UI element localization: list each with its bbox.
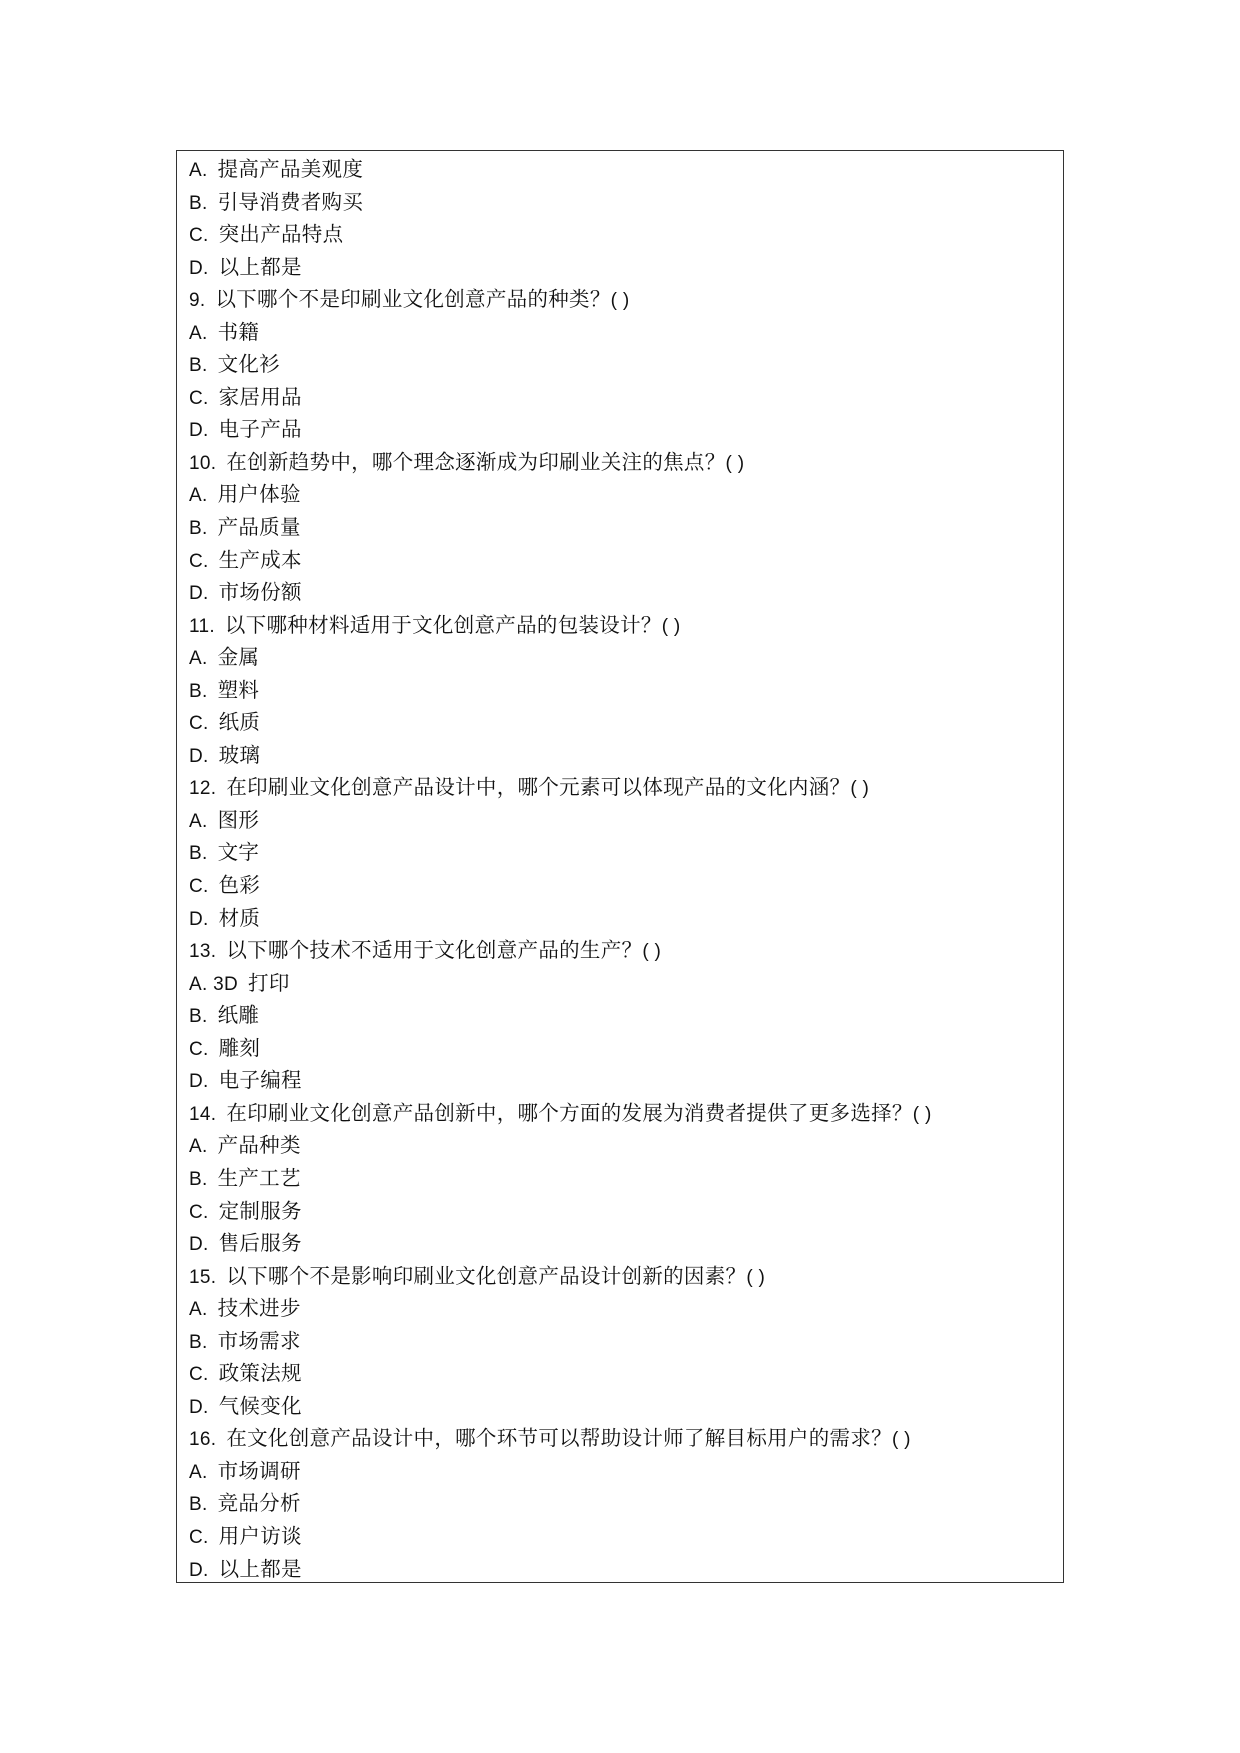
option-line	[189, 1390, 1053, 1423]
option-line	[189, 1357, 1053, 1390]
option-text: 产品质量	[217, 515, 301, 540]
option-line	[189, 381, 1053, 414]
option-text: 玻璃	[218, 742, 261, 767]
option-text: 金属	[217, 645, 260, 670]
option-text: 文字	[217, 840, 260, 865]
option-line	[189, 804, 1053, 837]
answer-blank: ( )	[746, 1266, 766, 1288]
option-text: 打印	[248, 970, 290, 995]
option-label: A.	[189, 648, 208, 670]
option-label: D.	[189, 257, 209, 279]
question-number: 11.	[189, 615, 215, 637]
option-line	[189, 576, 1053, 609]
option-line	[189, 1032, 1053, 1065]
option-text: 纸质	[218, 710, 261, 735]
option-label: C.	[189, 1364, 209, 1386]
option-line	[189, 674, 1053, 707]
option-label: A.	[189, 322, 208, 344]
option-line	[189, 544, 1053, 577]
question-number: 9.	[189, 290, 206, 312]
option-line	[189, 902, 1053, 935]
option-line	[189, 413, 1053, 446]
option-text: 用户访谈	[218, 1523, 302, 1548]
question-text: 以下哪个技术不适用于文化创意产品的生产？	[226, 938, 643, 963]
option-label: B.	[189, 1494, 208, 1516]
option-text: 家居用品	[218, 384, 302, 409]
option-text: 生产成本	[218, 547, 302, 572]
option-line	[189, 1455, 1053, 1488]
option-label: B.	[189, 843, 208, 865]
question-line	[189, 1422, 1053, 1455]
option-line	[189, 511, 1053, 544]
answer-blank: ( )	[891, 1429, 911, 1451]
option-label: D.	[189, 1396, 209, 1418]
question-line	[189, 1260, 1053, 1293]
question-text: 以下哪个不是印刷业文化创意产品的种类？	[215, 287, 611, 312]
option-line	[189, 641, 1053, 674]
option-label: D.	[189, 1559, 209, 1581]
option-line	[189, 1129, 1053, 1162]
question-line	[189, 283, 1053, 316]
option-text: 竞品分析	[217, 1491, 301, 1516]
option-line	[189, 1064, 1053, 1097]
option-label: D.	[189, 745, 209, 767]
option-label: B.	[189, 192, 208, 214]
option-label: C.	[189, 225, 209, 247]
option-label: B.	[189, 1331, 208, 1353]
option-label: A.	[189, 485, 208, 507]
option-line	[189, 706, 1053, 739]
option-line	[189, 1520, 1053, 1553]
option-label: B.	[189, 1006, 208, 1028]
option-label: D.	[189, 583, 209, 605]
answer-blank: ( )	[642, 941, 662, 963]
question-line	[189, 1097, 1053, 1130]
option-line	[189, 967, 1053, 1000]
option-text: 气候变化	[218, 1393, 302, 1418]
option-label: B.	[189, 1168, 208, 1190]
question-text: 在创新趋势中，哪个理念逐渐成为印刷业关注的焦点？	[226, 449, 726, 474]
option-label: A.	[189, 1461, 208, 1483]
option-label: C.	[189, 876, 209, 898]
option-text: 电子编程	[218, 1068, 302, 1093]
option-line	[189, 251, 1053, 284]
question-number: 15.	[189, 1266, 217, 1288]
question-text: 在印刷业文化创意产品设计中，哪个元素可以体现产品的文化内涵？	[226, 775, 851, 800]
option-line	[189, 1227, 1053, 1260]
option-line	[189, 836, 1053, 869]
option-line	[189, 999, 1053, 1032]
option-label: B.	[189, 680, 208, 702]
answer-blank: ( )	[610, 290, 630, 312]
option-text: 色彩	[218, 873, 261, 898]
option-text: 用户体验	[217, 482, 301, 507]
question-text: 在印刷业文化创意产品创新中，哪个方面的发展为消费者提供了更多选择？	[226, 1100, 913, 1125]
option-label: C.	[189, 1526, 209, 1548]
option-text: 以上都是	[218, 1556, 302, 1581]
answer-blank: ( )	[725, 452, 745, 474]
option-line	[189, 1195, 1053, 1228]
question-number: 14.	[189, 1103, 217, 1125]
answer-blank: ( )	[850, 778, 870, 800]
question-text: 以下哪个不是影响印刷业文化创意产品设计创新的因素？	[226, 1263, 747, 1288]
option-line	[189, 1487, 1053, 1520]
option-line	[189, 1292, 1053, 1325]
option-label: A.	[189, 160, 208, 181]
question-line	[189, 771, 1053, 804]
option-text: 电子产品	[218, 417, 302, 442]
option-line	[189, 316, 1053, 349]
option-line	[189, 153, 1053, 186]
option-label: C.	[189, 1201, 209, 1223]
question-line	[189, 609, 1053, 642]
question-line	[189, 934, 1053, 967]
option-label: A.	[189, 810, 208, 832]
option-text: 生产工艺	[217, 1165, 301, 1190]
option-label: A.	[189, 1136, 208, 1158]
option-line	[189, 186, 1053, 219]
question-list	[189, 153, 1053, 1585]
option-line	[189, 478, 1053, 511]
option-text: 文化衫	[217, 352, 280, 377]
option-line	[189, 218, 1053, 251]
question-box	[176, 150, 1064, 1583]
option-text: 突出产品特点	[218, 222, 344, 247]
option-label: D.	[189, 420, 209, 442]
option-text: 技术进步	[217, 1296, 301, 1321]
option-text: 纸雕	[217, 1003, 260, 1028]
option-label: B.	[189, 518, 208, 540]
option-text: 材质	[218, 905, 261, 930]
question-text: 在文化创意产品设计中，哪个环节可以帮助设计师了解目标用户的需求？	[226, 1426, 892, 1451]
option-text: 政策法规	[218, 1361, 302, 1386]
option-text: 书籍	[217, 319, 260, 344]
option-line	[189, 869, 1053, 902]
option-line	[189, 739, 1053, 772]
question-number: 13.	[189, 941, 217, 963]
option-text: 引导消费者购买	[217, 189, 364, 214]
option-line	[189, 1162, 1053, 1195]
option-text: 图形	[217, 807, 260, 832]
question-number: 16.	[189, 1429, 217, 1451]
option-line	[189, 1325, 1053, 1358]
question-number: 12.	[189, 778, 217, 800]
option-line	[189, 348, 1053, 381]
option-label: A.	[189, 1299, 208, 1321]
question-line	[189, 446, 1053, 479]
option-label: D.	[189, 1234, 209, 1256]
option-label: B.	[189, 355, 208, 377]
option-text: 定制服务	[218, 1198, 302, 1223]
answer-blank: ( )	[912, 1103, 932, 1125]
option-text: 市场份额	[218, 580, 302, 605]
option-text: 以上都是	[218, 254, 302, 279]
answer-blank: ( )	[661, 615, 681, 637]
option-label: A. 3D	[189, 973, 239, 995]
option-text: 市场调研	[217, 1458, 301, 1483]
option-text: 产品种类	[217, 1133, 301, 1158]
option-label: D.	[189, 1071, 209, 1093]
option-text: 提高产品美观度	[217, 157, 364, 181]
option-text: 市场需求	[217, 1328, 301, 1353]
option-label: C.	[189, 387, 209, 409]
question-number: 10.	[189, 452, 217, 474]
option-label: C.	[189, 550, 209, 572]
option-text: 雕刻	[218, 1035, 261, 1060]
option-line	[189, 1553, 1053, 1586]
option-label: C.	[189, 713, 209, 735]
option-text: 塑料	[217, 677, 260, 702]
option-text: 售后服务	[218, 1231, 302, 1256]
option-label: D.	[189, 908, 209, 930]
question-text: 以下哪种材料适用于文化创意产品的包装设计？	[224, 612, 662, 637]
option-label: C.	[189, 1038, 209, 1060]
